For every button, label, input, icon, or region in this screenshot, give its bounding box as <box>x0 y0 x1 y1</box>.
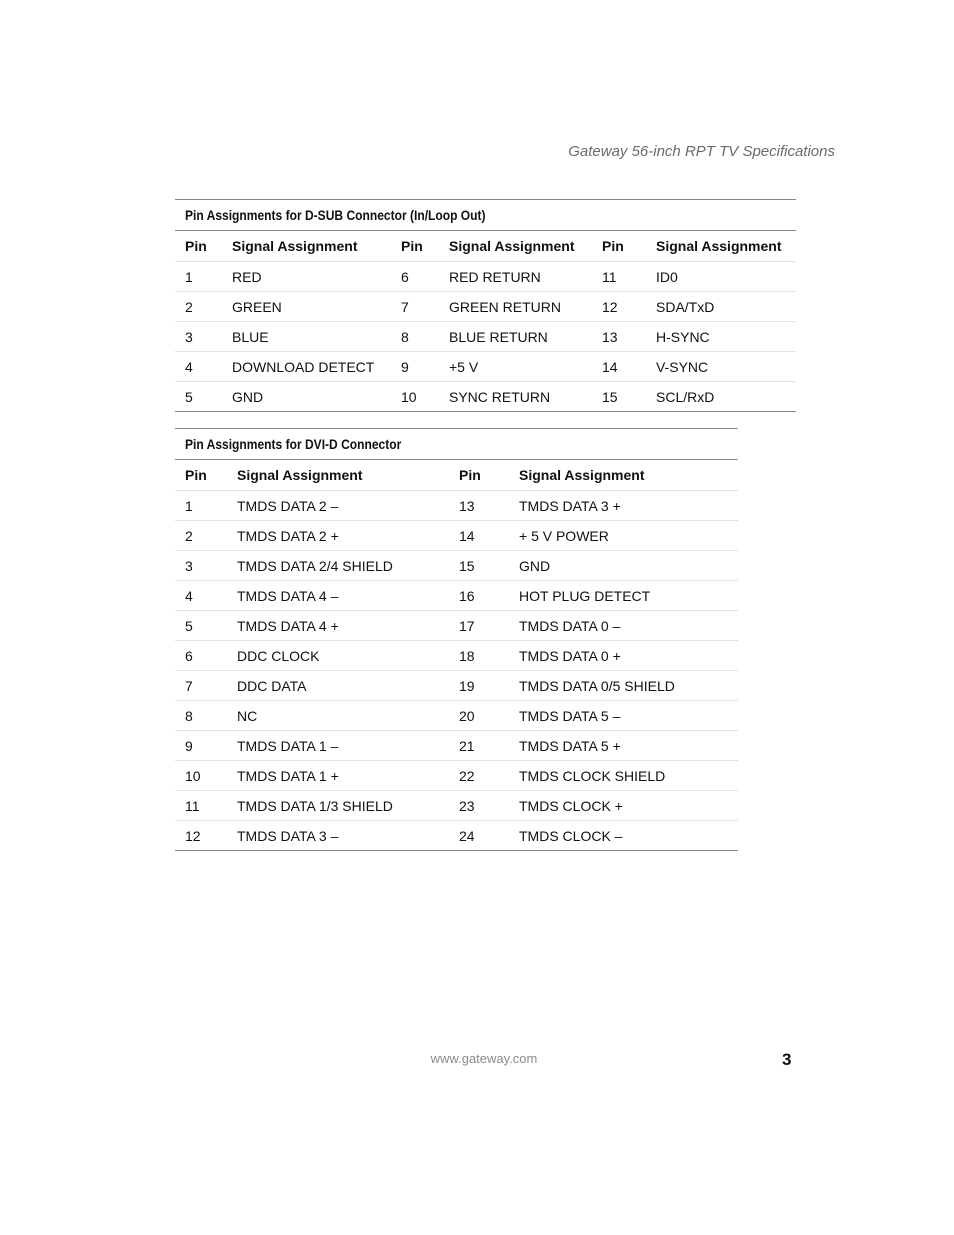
table-row <box>175 491 738 521</box>
signal-cell: TMDS DATA 4 – <box>227 581 449 611</box>
pin-cell: 8 <box>175 701 227 731</box>
running-header: Gateway 56-inch RPT TV Specifications <box>568 143 835 160</box>
pin-cell: 12 <box>592 292 646 322</box>
pin-cell: 17 <box>449 611 509 641</box>
pin-cell: 14 <box>592 352 646 382</box>
pin-cell: 13 <box>449 491 509 521</box>
column-header: Signal Assignment <box>509 460 738 491</box>
signal-cell: RED <box>222 262 391 292</box>
signal-cell: SDA/TxD <box>646 292 796 322</box>
table-caption: Pin Assignments for DVI-D Connector <box>175 429 738 460</box>
signal-cell: +5 V <box>439 352 592 382</box>
pin-cell: 14 <box>449 521 509 551</box>
pin-cell: 20 <box>449 701 509 731</box>
table-row <box>175 611 738 641</box>
page-number: 3 <box>782 1050 792 1069</box>
table-row <box>175 761 738 791</box>
pin-cell: 4 <box>175 352 222 382</box>
footer-url: www.gateway.com <box>430 1051 538 1066</box>
pin-cell: 19 <box>449 671 509 701</box>
signal-cell: TMDS DATA 4 + <box>227 611 449 641</box>
signal-cell: ID0 <box>646 262 796 292</box>
pin-cell: 10 <box>175 761 227 791</box>
column-header: Signal Assignment <box>646 231 796 262</box>
column-header: Signal Assignment <box>222 231 391 262</box>
pin-cell: 21 <box>449 731 509 761</box>
pin-cell: 18 <box>449 641 509 671</box>
column-header: Pin <box>592 231 646 262</box>
signal-cell: TMDS DATA 2 + <box>227 521 449 551</box>
table-row <box>175 821 738 851</box>
pin-cell: 16 <box>449 581 509 611</box>
signal-cell: SYNC RETURN <box>439 382 592 412</box>
signal-cell: H-SYNC <box>646 322 796 352</box>
column-header: Signal Assignment <box>227 460 449 491</box>
column-header: Pin <box>449 460 509 491</box>
table-header-row <box>175 231 796 262</box>
table-row <box>175 791 738 821</box>
signal-cell: GREEN <box>222 292 391 322</box>
signal-cell: GND <box>222 382 391 412</box>
pin-cell: 5 <box>175 382 222 412</box>
signal-cell: DDC DATA <box>227 671 449 701</box>
pin-cell: 4 <box>175 581 227 611</box>
table-header-row <box>175 460 738 491</box>
column-header: Pin <box>175 460 227 491</box>
signal-cell: TMDS DATA 5 – <box>509 701 738 731</box>
signal-cell: TMDS DATA 1 – <box>227 731 449 761</box>
pin-cell: 1 <box>175 262 222 292</box>
pin-cell: 11 <box>175 791 227 821</box>
signal-cell: GREEN RETURN <box>439 292 592 322</box>
signal-cell: TMDS DATA 1/3 SHIELD <box>227 791 449 821</box>
pin-cell: 9 <box>391 352 439 382</box>
pin-cell: 1 <box>175 491 227 521</box>
signal-cell: V-SYNC <box>646 352 796 382</box>
table-caption: Pin Assignments for D-SUB Connector (In/Loop Out) <box>175 200 796 231</box>
table-row <box>175 671 738 701</box>
pin-cell: 15 <box>449 551 509 581</box>
table-row <box>175 262 796 292</box>
table-row <box>175 521 738 551</box>
table-row <box>175 701 738 731</box>
signal-cell: DDC CLOCK <box>227 641 449 671</box>
signal-cell: TMDS CLOCK + <box>509 791 738 821</box>
pin-cell: 7 <box>175 671 227 701</box>
pin-cell: 13 <box>592 322 646 352</box>
pin-cell: 6 <box>391 262 439 292</box>
signal-cell: SCL/RxD <box>646 382 796 412</box>
pin-cell: 10 <box>391 382 439 412</box>
signal-cell: TMDS DATA 0 + <box>509 641 738 671</box>
signal-cell: TMDS DATA 2/4 SHIELD <box>227 551 449 581</box>
pin-cell: 6 <box>175 641 227 671</box>
column-header: Pin <box>175 231 222 262</box>
signal-cell: NC <box>227 701 449 731</box>
signal-cell: TMDS CLOCK SHIELD <box>509 761 738 791</box>
dvi-pin-table <box>175 428 738 851</box>
signal-cell: TMDS DATA 3 + <box>509 491 738 521</box>
dsub-pin-table <box>175 199 796 412</box>
signal-cell: TMDS DATA 0/5 SHIELD <box>509 671 738 701</box>
signal-cell: TMDS DATA 2 – <box>227 491 449 521</box>
signal-cell: TMDS DATA 3 – <box>227 821 449 851</box>
pin-cell: 23 <box>449 791 509 821</box>
pin-cell: 7 <box>391 292 439 322</box>
pin-cell: 24 <box>449 821 509 851</box>
column-header: Signal Assignment <box>439 231 592 262</box>
table-row <box>175 382 796 412</box>
pin-cell: 15 <box>592 382 646 412</box>
pin-cell: 2 <box>175 521 227 551</box>
signal-cell: RED RETURN <box>439 262 592 292</box>
signal-cell: + 5 V POWER <box>509 521 738 551</box>
table-row <box>175 731 738 761</box>
column-header: Pin <box>391 231 439 262</box>
pin-cell: 11 <box>592 262 646 292</box>
pin-cell: 22 <box>449 761 509 791</box>
pin-cell: 12 <box>175 821 227 851</box>
table-row <box>175 581 738 611</box>
signal-cell: HOT PLUG DETECT <box>509 581 738 611</box>
pin-cell: 9 <box>175 731 227 761</box>
pin-cell: 5 <box>175 611 227 641</box>
table-row <box>175 352 796 382</box>
pin-cell: 3 <box>175 551 227 581</box>
pin-cell: 3 <box>175 322 222 352</box>
table-row <box>175 292 796 322</box>
signal-cell: TMDS DATA 1 + <box>227 761 449 791</box>
signal-cell: TMDS DATA 0 – <box>509 611 738 641</box>
table-row <box>175 322 796 352</box>
signal-cell: GND <box>509 551 738 581</box>
signal-cell: DOWNLOAD DETECT <box>222 352 391 382</box>
pin-cell: 8 <box>391 322 439 352</box>
signal-cell: TMDS CLOCK – <box>509 821 738 851</box>
table-row <box>175 641 738 671</box>
signal-cell: BLUE <box>222 322 391 352</box>
pin-cell: 2 <box>175 292 222 322</box>
table-row <box>175 551 738 581</box>
signal-cell: BLUE RETURN <box>439 322 592 352</box>
signal-cell: TMDS DATA 5 + <box>509 731 738 761</box>
